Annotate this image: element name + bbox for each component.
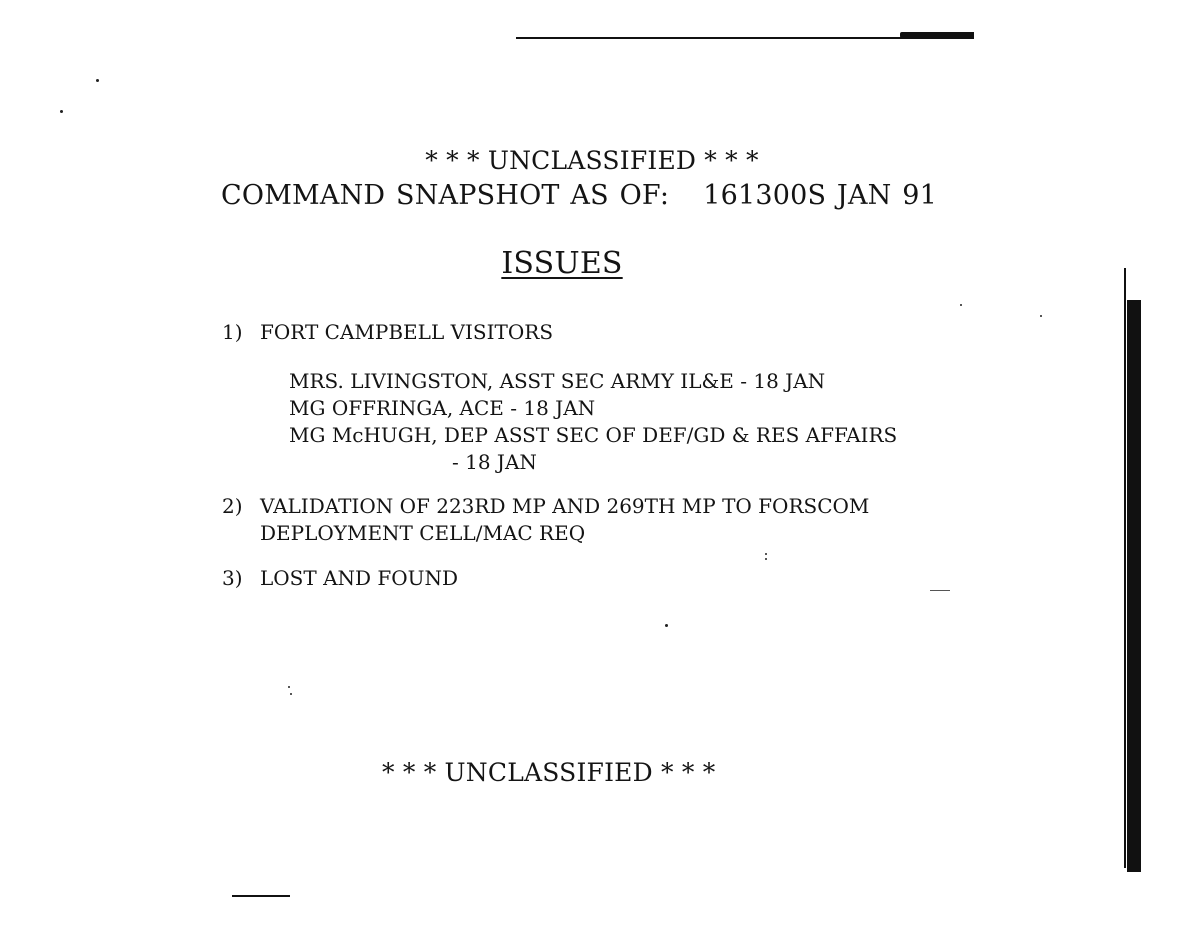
scan-speck [60, 110, 63, 113]
issue-item-2 [222, 494, 869, 518]
snapshot-label: COMMAND SNAPSHOT AS OF: [221, 180, 670, 211]
scan-speck [1040, 315, 1042, 317]
scan-speck [96, 79, 99, 82]
scan-top-rule-heavy [900, 32, 974, 38]
header-classification [0, 146, 1184, 175]
scan-speck [765, 553, 767, 555]
visitor-line-date: - 18 JAN [452, 450, 537, 474]
issue-title: FORT CAMPBELL VISITORS [260, 320, 554, 344]
issue-item-1 [222, 320, 553, 344]
issue-item-3 [222, 566, 458, 590]
scan-speck [960, 304, 962, 306]
scan-speck [930, 590, 950, 591]
snapshot-time: 161300S JAN 91 [703, 180, 938, 211]
scan-bottom-dash [232, 895, 290, 897]
scan-right-edge-heavy [1127, 300, 1141, 872]
visitor-line: MRS. LIVINGSTON, ASST SEC ARMY IL&E - 18 JAN [289, 369, 826, 393]
issue-title: VALIDATION OF 223RD MP AND 269TH MP TO FORSCOM [260, 494, 870, 518]
scan-speck [665, 624, 668, 627]
header-classification-text: * * * UNCLASSIFIED * * * [425, 146, 759, 175]
scan-right-edge-thin [1124, 268, 1126, 868]
issue-title: LOST AND FOUND [260, 566, 459, 590]
issue-number: 2) [222, 494, 243, 518]
visitor-line: MG McHUGH, DEP ASST SEC OF DEF/GD & RES AFFAIRS [289, 423, 898, 447]
issue-number: 1) [222, 320, 243, 344]
scan-speck [288, 686, 290, 688]
section-title: ISSUES [501, 246, 623, 281]
visitor-line: MG OFFRINGA, ACE - 18 JAN [289, 396, 596, 420]
snapshot-line [221, 180, 937, 211]
scan-speck [765, 558, 767, 560]
footer-classification: * * * UNCLASSIFIED * * * [382, 758, 716, 787]
issue-number: 3) [222, 566, 243, 590]
issue-title-continued: DEPLOYMENT CELL/MAC REQ [260, 521, 586, 545]
scan-speck [290, 693, 292, 695]
